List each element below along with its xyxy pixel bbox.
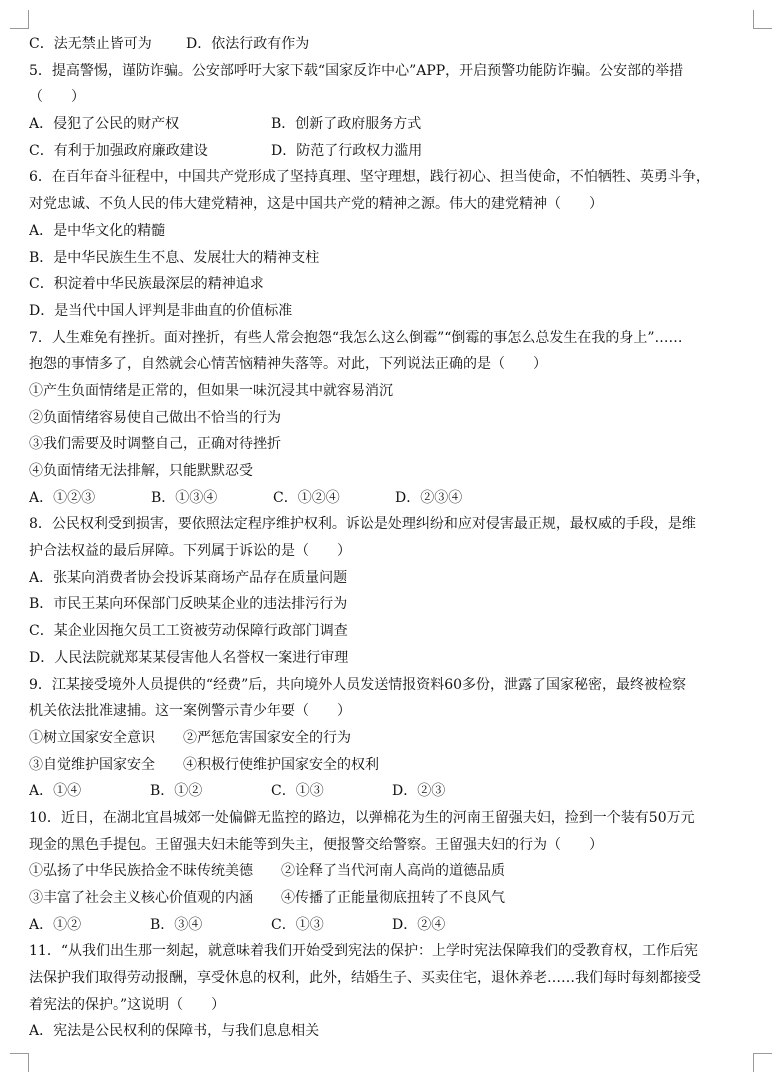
option-c: C．①②④	[273, 489, 340, 506]
question-6-stem-cont: 对党忠诚、不负人民的伟大建党精神，这是中国共产党的精神之源。伟大的建党精神（ ）	[29, 196, 603, 213]
option-a: A．①②③	[29, 489, 96, 506]
statements-3-4: ③自觉维护国家安全 ④积极行使维护国家安全的权利	[29, 756, 379, 773]
exam-page	[29, 31, 745, 1045]
statements-1-2: ①弘扬了中华民族拾金不昧传统美德 ②诠释了当代河南人高尚的道德品质	[29, 863, 505, 880]
question-11-stem-cont: 法保护我们取得劳动报酬，享受休息的权利，此外，结婚生子、买卖住宅，退休养老……我们每时每刻都接受	[29, 970, 701, 987]
option-b: B．创新了政府服务方式	[271, 116, 422, 133]
option-c: C．某企业因拖欠员工工资被劳动保障行政部门调查	[29, 623, 348, 640]
option-a: A．张某向消费者协会投诉某商场产品存在质量问题	[29, 569, 348, 586]
option-d: D．是当代中国人评判是非曲直的价值标准	[29, 302, 293, 319]
option-a: A．①②	[29, 916, 82, 933]
question-11-stem: 11．“从我们出生那一刻起，就意味着我们开始受到宪法的保护：上学时宪法保障我们的受教育权，工作后宪	[29, 943, 698, 960]
crop-mark-bottom-left	[10, 1053, 29, 1072]
option-b: B．市民王某向环保部门反映某企业的违法排污行为	[29, 596, 348, 613]
statement-3: ③我们需要及时调整自己，正确对待挫折	[29, 436, 281, 453]
statement-2: ②负面情绪容易使自己做出不恰当的行为	[29, 409, 281, 426]
option-d: D．②④	[392, 916, 446, 933]
question-10-stem-cont: 现金的黑色手提包。王留强夫妇未能等到失主，便报警交给警察。王留强夫妇的行为（ ）	[29, 836, 603, 853]
statements-3-4: ③丰富了社会主义核心价值观的内涵 ④传播了正能量彻底扭转了不良风气	[29, 890, 505, 906]
option-b: B．是中华民族生生不息、发展壮大的精神支柱	[29, 249, 320, 266]
statement-1: ①产生负面情绪是正常的，但如果一味沉浸其中就容易消沉	[29, 382, 393, 399]
option-a: A．①④	[29, 783, 82, 800]
question-4-options	[29, 31, 745, 58]
statement-4: ④负面情绪无法排解，只能默默忍受	[29, 463, 253, 479]
statements-1-2: ①树立国家安全意识 ②严惩危害国家安全的行为	[29, 729, 351, 746]
question-5-stem-cont: （ ）	[29, 89, 85, 106]
question-7-stem: 7．人生难免有挫折。面对挫折，有些人常会抱怨“我怎么这么倒霉”“倒霉的事怎么总发生在我的身上”……	[29, 329, 683, 346]
option-c: C．有利于加强政府廉政建设	[29, 142, 208, 159]
question-6-stem: 6．在百年奋斗征程中，中国共产党形成了坚持真理、坚守理想，践行初心、担当使命，不怕牺牲、英勇斗争，	[29, 169, 710, 186]
crop-mark-bottom-right	[753, 1053, 772, 1072]
question-5-options-ab	[29, 111, 745, 138]
option-c: C．①③	[271, 916, 324, 933]
crop-mark-top-right	[753, 10, 772, 29]
question-11-stem-end: 着宪法的保护。”这说明（ ）	[29, 996, 226, 1013]
question-10-options	[29, 912, 745, 939]
option-b: B．①②	[150, 783, 203, 800]
option-c: C．积淀着中华民族最深层的精神追求	[29, 276, 264, 293]
question-8-stem-cont: 护合法权益的最后屏障。下列属于诉讼的是（ ）	[29, 543, 351, 560]
question-7-stem-cont: 抱怨的事情多了，自然就会心情苦恼精神失落等。对此，下列说法正确的是（ ）	[29, 356, 547, 373]
question-9-stem: 9．江某接受境外人员提供的“经费”后，共向境外人员发送情报资料60多份，泄露了国家秘密，最终被检察	[29, 676, 687, 693]
option-d: D．②③	[392, 783, 446, 800]
option-c: C．法无禁止皆可为	[29, 36, 152, 52]
option-d: D．②③④	[395, 489, 463, 506]
crop-mark-top-left	[10, 10, 29, 29]
option-a: A．宪法是公民权利的保障书，与我们息息相关	[29, 1023, 320, 1040]
question-10-stem: 10．近日，在湖北宜昌城郊一处偏僻无监控的路边，以弹棉花为生的河南王留强夫妇，捡到一个装有50万元	[29, 809, 695, 826]
option-a: A．是中华文化的精髓	[29, 222, 166, 239]
option-b: B．③④	[150, 916, 203, 933]
option-c: C．①③	[271, 783, 324, 800]
option-d: D．依法行政有作为	[186, 36, 310, 52]
option-b: B．①③④	[151, 489, 218, 506]
question-9-stem-cont: 机关依法批准逮捕。这一案例警示青少年要（ ）	[29, 703, 351, 720]
question-7-options	[29, 485, 745, 512]
option-d: D．人民法院就郑某某侵害他人名誉权一案进行审理	[29, 649, 349, 666]
question-8-stem: 8．公民权利受到损害，要依照法定程序维护权利。诉讼是处理纠纷和应对侵害最正规，最权威的手段，是维	[29, 516, 696, 533]
option-a: A．侵犯了公民的财产权	[29, 116, 180, 133]
question-5-options-cd	[29, 138, 745, 165]
question-9-options	[29, 778, 745, 805]
option-d: D．防范了行政权力滥用	[271, 142, 423, 159]
question-5-stem: 5．提高警惕，谨防诈骗。公安部呼吁大家下载“国家反诈中心”APP，开启预警功能防诈骗。公安部的举措	[29, 62, 684, 79]
